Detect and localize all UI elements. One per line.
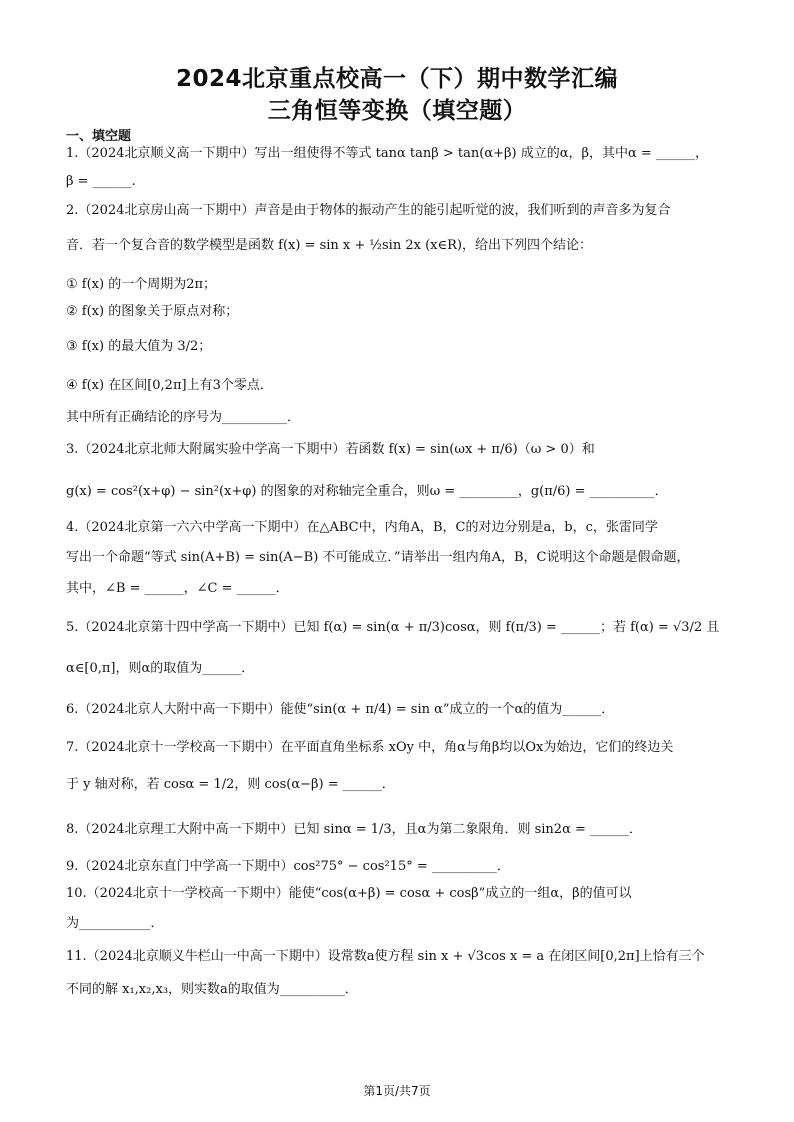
document-title-line-2: 三角恒等变换（填空题）	[267, 98, 527, 124]
q2-item-4: ④ f(x) 在区间[0,2π]上有3个零点．	[66, 378, 273, 393]
q4-line-1: 4.（2024北京第一六六中学高一下期中）在△ABC中，内角A，B，C的对边分别是a，b，c，张雷同学	[66, 520, 658, 535]
q2-item-1: ① f(x) 的一个周期为2π；	[66, 277, 217, 292]
q6-line: 6.（2024北京人大附中高一下期中）能使“sin(α + π/4) = sin α”成立的一个α的值为______．	[66, 702, 615, 717]
page-footer: 第1页/共7页	[363, 1084, 431, 1098]
q2-item-3: ③ f(x) 的最大值为 3/2；	[66, 339, 212, 354]
q10-line-2: 为___________．	[66, 916, 164, 931]
q5-line-1: 5.（2024北京第十四中学高一下期中）已知 f(α) = sin(α + π/3)cosα，则 f(π/3) = ______；若 f(α) = √3/2 且	[66, 620, 720, 635]
q7-line-2: 于 y 轴对称，若 cosα = 1/2，则 cos(α−β) = ______．	[66, 777, 395, 792]
q1-line-1: 1.（2024北京顺义高一下期中）写出一组使得不等式 tanα tanβ > tan(α+β) 成立的α，β，其中α = ______，	[66, 146, 708, 161]
q2-line-2: 音．若一个复合音的数学模型是函数 f(x) = sin x + ½sin 2x (x∈R)，给出下列四个结论：	[66, 238, 592, 253]
q9-line: 9.（2024北京东直门中学高一下期中）cos²75° − cos²15° = __________．	[66, 859, 510, 874]
q3-line-2: g(x) = cos²(x+φ) − sin²(x+φ) 的图象的对称轴完全重合，则ω = _________，g(π/6) = __________．	[66, 484, 668, 499]
q11-line-1: 11.（2024北京顺义牛栏山一中高一下期中）设常数a使方程 sin x + √3cos x = a 在闭区间[0,2π]上恰有三个	[66, 949, 705, 964]
q10-line-1: 10.（2024北京十一学校高一下期中）能使“cos(α+β) = cosα + cosβ”成立的一组α，β的值可以	[66, 886, 632, 901]
q3-line-1: 3.（2024北京北师大附属实验中学高一下期中）若函数 f(x) = sin(ωx + π/6)（ω > 0）和	[66, 442, 595, 457]
q2-line-1: 2.（2024北京房山高一下期中）声音是由于物体的振动产生的能引起听觉的波，我们听到的声音多为复合	[66, 203, 671, 218]
q1-line-2: β = ______.	[66, 174, 136, 189]
q11-line-2: 不同的解 x₁,x₂,x₃，则实数a的取值为__________．	[66, 982, 358, 997]
q4-line-2: 写出一个命题“等式 sin(A+B) = sin(A−B) 不可能成立．”请举出一组内角A，B，C说明这个命题是假命题，	[66, 550, 690, 565]
section-heading: 一、填空题	[66, 129, 132, 144]
q8-line: 8.（2024北京理工大附中高一下期中）已知 sinα = 1/3，且α为第二象限角．则 sin2α = ______．	[66, 822, 642, 837]
document-title-line-1: 2024北京重点校高一（下）期中数学汇编	[175, 66, 618, 92]
q2-item-2: ② f(x) 的图象关于原点对称；	[66, 304, 239, 319]
q7-line-1: 7.（2024北京十一学校高一下期中）在平面直角坐标系 xOy 中，角α与角β均以Ox为始边，它们的终边关	[66, 740, 674, 755]
q5-line-2: α∈[0,π]，则α的取值为______．	[66, 661, 255, 676]
q4-line-3: 其中，∠B = ______，∠C = ______．	[66, 581, 289, 596]
q2-answer-line: 其中所有正确结论的序号为__________．	[66, 410, 301, 425]
